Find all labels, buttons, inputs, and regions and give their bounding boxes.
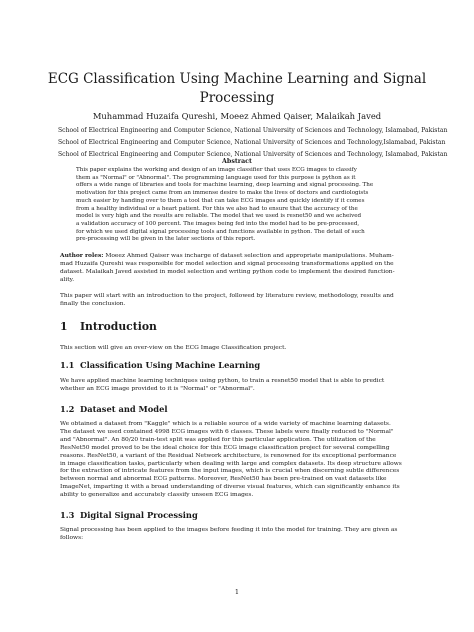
abstract-line: This paper explains the working and design of an image classifier that uses ECG images to classify <box>76 167 357 173</box>
paragraph-line: whether an ECG image provided to it is "Normal" or "Abnormal". <box>60 385 255 392</box>
dsp-paragraph <box>60 527 414 543</box>
paragraph-line: in image classification tasks, particularly when dealing with large and complex datasets. Its deep structure allows <box>60 460 402 467</box>
subsection-heading-dsp <box>60 510 198 520</box>
intro-line: This paper will start with an introduction to the project, followed by literature review, methodology, results and <box>60 293 394 299</box>
subsection-heading-dataset <box>60 404 168 414</box>
author-roles-line: ality. <box>60 276 75 283</box>
subsection-number: 1.3 <box>60 510 75 520</box>
abstract-line: motivation for this project came from an immense desire to make the lives of doctors and cardiologists <box>76 190 369 197</box>
paragraph-line: and "Abnormal". An 80/20 train-test split was applied for this particular application. The utilization of the <box>60 436 376 443</box>
paper-title <box>0 70 474 108</box>
paragraph-line: ability to generalize and accurately classify unseen ECG images. <box>60 492 254 499</box>
paragraph-line: ResNet50 model proved to be the ideal choice for this ECG image classification project for several compelling <box>60 444 390 451</box>
title-line-2: Processing <box>199 90 275 106</box>
intro-line: finally the conclusion. <box>60 300 126 307</box>
author-roles-line: dataset. Malaikah Javed assisted in model selection and writing python code to implement the desired function- <box>60 268 395 275</box>
classification-paragraph <box>60 378 414 394</box>
abstract-line: model is very high and the results are reliable. The model that we used is resnet50 and we acheived <box>76 213 362 220</box>
paragraph-line: for the extraction of intricate features from the input images, which is crucial when discerning subtle differences <box>60 468 400 475</box>
author-list: Muhammad Huzaifa Qureshi, Moeez Ahmed Qaiser, Malaikah Javed <box>92 111 382 121</box>
abstract-body <box>76 167 408 244</box>
affiliation-1: School of Electrical Engineering and Computer Science, National University of Sciences and Technology, Islamabad, Pakistan <box>58 127 448 134</box>
abstract-line: for which we used digital signal processing tools and functions available in python. The detail of such <box>76 228 365 235</box>
paragraph-line: The dataset we used contained 4998 ECG images with 6 classes. These labels were finally reduced to "Normal" <box>60 428 394 435</box>
paragraph-line: We have applied machine learning techniques using python, to train a resnet50 model that is able to predict <box>60 378 385 384</box>
subsection-title: Classification Using Machine Learning <box>80 360 261 370</box>
intro-paragraph <box>60 293 414 309</box>
paragraph-line: ImageNet, imparting it with a broad understanding of diverse visual features, which can significantly enhance its <box>60 484 400 491</box>
abstract-line: them as "Normal" or "Abnormal". The programming language used for this purpose is python as it <box>76 174 356 181</box>
affiliation-3: School of Electrical Engineering and Computer Science, National University of Sciences and Technology, Islamabad, Pakistan <box>58 151 448 158</box>
subsection-title: Dataset and Model <box>80 404 168 414</box>
author-roles-paragraph <box>60 252 414 285</box>
subsection-title: Digital Signal Processing <box>80 510 198 520</box>
paragraph-line: between normal and abnormal ECG patterns. Moreover, ResNet50 has been pre-trained on vast datasets like <box>60 476 387 483</box>
paragraph-line: Signal processing has been applied to the images before feeding it into the model for training. They are given as <box>60 527 398 533</box>
abstract-line: a validation accuracy of 100 percent. The images being fed into the model had to be pre-processed, <box>76 220 360 227</box>
author-roles-line: Moeez Ahmed Qaiser was incharge of dataset selection and appropriate manipulations. Muham- <box>103 253 394 259</box>
abstract-line: offers a wide range of libraries and tools for machine learning, deep learning and signal processing. The <box>76 182 374 189</box>
author-roles-line: mad Huzaifa Qureshi was responsible for model selection and signal processing transformations applied on the <box>60 260 394 267</box>
subsection-heading-classification <box>60 360 260 370</box>
abstract-heading: Abstract <box>222 158 252 165</box>
section-title: Introduction <box>80 320 157 333</box>
dataset-paragraph <box>60 421 414 500</box>
title-line-1: ECG Classification Using Machine Learning and Signal <box>47 71 427 87</box>
paragraph-line: We obtained a dataset from "Kaggle" which is a reliable source of a wide variety of machine learning datasets. <box>60 421 391 427</box>
abstract-line: much easier by handing over to them a tool that can take ECG images and quickly identify if it comes <box>76 197 365 204</box>
subsection-number: 1.1 <box>60 360 75 370</box>
affiliation-2: School of Electrical Engineering and Computer Science, National University of Sciences and Technology,Islamabad, Pakistan <box>58 139 446 146</box>
subsection-number: 1.2 <box>60 404 75 414</box>
page-number: 1 <box>234 588 240 596</box>
section-intro-text: This section will give an over-view on the ECG Image Classification project. <box>60 345 287 351</box>
section-heading-introduction <box>60 320 157 333</box>
abstract-line: from a healthy individual or a heart patient. For this we also had to ensure that the accuracy of the <box>76 205 358 212</box>
paragraph-line: reasons. ResNet50, a variant of the Residual Network architecture, is renowned for its exceptional performance <box>60 452 397 459</box>
author-roles-label: Author roles: <box>60 252 104 259</box>
abstract-line: pre-processing will be given in the later sections of this report. <box>76 236 256 243</box>
paragraph-line: follows: <box>60 534 84 541</box>
section-number: 1 <box>60 320 68 333</box>
